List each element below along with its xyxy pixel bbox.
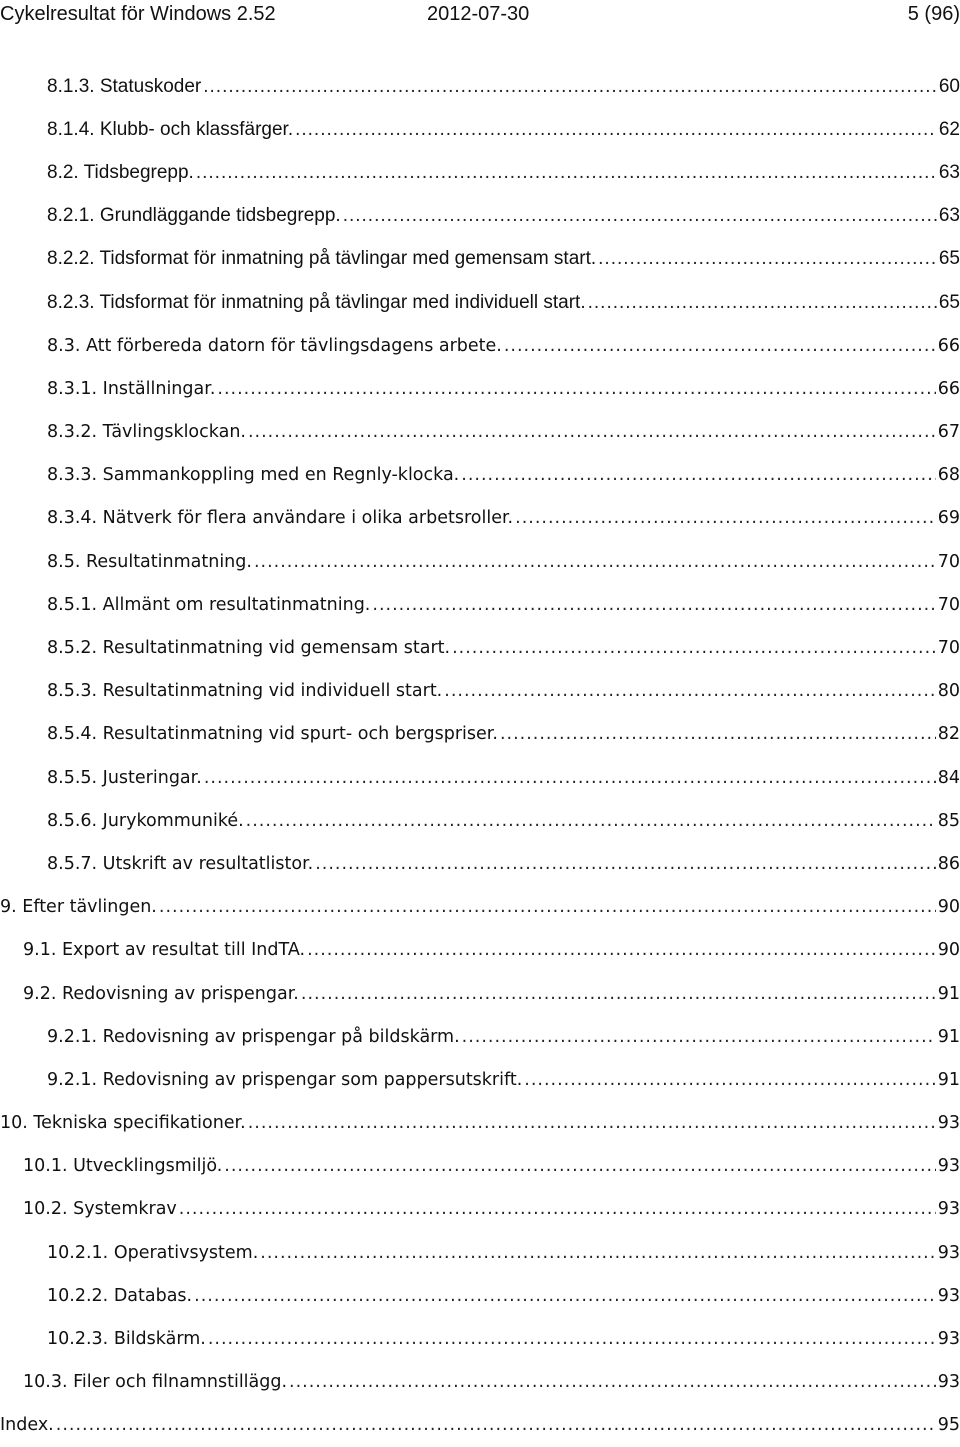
toc-entry[interactable] [0, 1231, 960, 1274]
toc-leader [598, 248, 937, 270]
toc-entry-page: 66 [937, 378, 960, 399]
toc-leader [301, 984, 936, 1004]
toc-entry-number: 8.5. [47, 551, 81, 572]
toc-entry-page: 69 [937, 508, 960, 529]
toc-entry-title: Efter tävlingen. [22, 897, 157, 918]
toc-entry[interactable] [0, 324, 960, 367]
toc-entry-page: 86 [937, 853, 960, 874]
toc-entry-title: Filer och filnamnstillägg. [73, 1372, 288, 1393]
toc-entry-page: 66 [937, 335, 960, 356]
toc-entry-number: 8.3.3. [47, 465, 98, 486]
table-of-contents [0, 65, 960, 1447]
toc-entry-number: 8.5.2. [47, 638, 98, 659]
toc-entry-page: 91 [937, 1026, 960, 1047]
toc-leader [444, 681, 935, 701]
toc-entry-title: Resultatinmatning vid individuell start. [102, 681, 443, 702]
toc-entry-page: 91 [937, 1069, 960, 1090]
toc-entry-title: Databas. [113, 1285, 193, 1306]
toc-entry-title: Tidsformat för inmatning på tävlingar med gemensam start. [99, 248, 597, 270]
toc-leader [248, 1113, 936, 1133]
toc-entry[interactable] [0, 454, 960, 497]
toc-entry[interactable] [0, 929, 960, 972]
toc-entry-number: 8.3.1. [47, 378, 98, 399]
toc-leader [289, 1372, 936, 1392]
toc-entry-number: 8.5.7. [47, 853, 98, 874]
toc-entry[interactable] [0, 1015, 960, 1058]
toc-leader [462, 1027, 936, 1047]
toc-entry-number: 9. [0, 897, 17, 918]
toc-entry[interactable] [0, 411, 960, 454]
toc-entry-title: Tekniska specifikationer. [33, 1113, 246, 1134]
toc-entry[interactable] [0, 583, 960, 626]
toc-entry[interactable] [0, 65, 960, 108]
toc-entry-page: 70 [937, 551, 960, 572]
toc-entry[interactable] [0, 1274, 960, 1317]
toc-entry[interactable] [0, 367, 960, 410]
toc-leader [203, 76, 937, 98]
toc-leader [159, 897, 936, 917]
toc-entry-page: 70 [937, 638, 960, 659]
toc-entry-title: Utvecklingsmiljö. [73, 1156, 223, 1177]
toc-leader [307, 940, 936, 960]
toc-entry-number: 10. [0, 1113, 28, 1134]
toc-leader [372, 595, 935, 615]
toc-entry-page: 63 [938, 205, 960, 227]
toc-entry-page: 95 [937, 1415, 960, 1436]
toc-entry-title: Export av resultat till IndTA. [61, 940, 306, 961]
toc-entry[interactable] [0, 886, 960, 929]
toc-entry[interactable] [0, 281, 960, 324]
toc-entry-page: 93 [937, 1329, 960, 1350]
toc-entry-title: Sammankoppling med en Regnly-klocka. [102, 465, 460, 486]
page-number: 5 (96) [907, 3, 960, 25]
toc-entry-number: 8.5.4. [47, 724, 98, 745]
toc-entry-page: 65 [938, 291, 960, 313]
toc-leader [461, 465, 935, 485]
toc-entry-page: 93 [937, 1242, 960, 1263]
toc-entry-page: 63 [938, 161, 960, 183]
toc-entry-page: 65 [938, 248, 960, 270]
toc-leader [452, 638, 936, 658]
toc-entry-number: 10.2. [23, 1199, 68, 1220]
toc-leader [524, 1070, 935, 1090]
toc-entry-title: Redovisning av prispengar. [61, 983, 299, 1004]
toc-entry[interactable] [0, 1058, 960, 1101]
toc-entry-title: Nätverk för flera användare i olika arbetsroller. [102, 508, 514, 529]
toc-leader [504, 336, 936, 356]
toc-entry-number: 8.2.2. [47, 248, 95, 270]
toc-entry-number: 8.2.1. [47, 205, 95, 227]
toc-entry-page: 82 [937, 724, 960, 745]
toc-entry-title: Grundläggande tidsbegrepp. [99, 205, 341, 227]
toc-leader [254, 552, 936, 572]
toc-entry-page: 80 [937, 681, 960, 702]
toc-entry-number: 8.5.1. [47, 594, 98, 615]
toc-entry[interactable] [0, 670, 960, 713]
toc-entry[interactable] [0, 756, 960, 799]
toc-entry-title: Bildskärm. [113, 1329, 206, 1350]
toc-leader [295, 119, 937, 141]
toc-entry-number: 8.3. [47, 335, 81, 356]
toc-entry-page: 93 [937, 1285, 960, 1306]
toc-entry-title: Systemkrav [73, 1199, 177, 1220]
toc-entry[interactable] [0, 799, 960, 842]
toc-entry[interactable] [0, 1317, 960, 1360]
toc-entry-page: 67 [937, 422, 960, 443]
toc-entry[interactable] [0, 626, 960, 669]
page-header [0, 0, 960, 34]
toc-leader [260, 1243, 935, 1263]
toc-entry-page: 84 [937, 767, 960, 788]
toc-entry-title: Statuskoder [99, 75, 202, 97]
toc-entry-number: 8.3.4. [47, 508, 98, 529]
toc-entry-page: 85 [937, 810, 960, 831]
toc-entry-title: Redovisning av prispengar som pappersutskrift. [102, 1069, 523, 1090]
toc-leader [56, 1415, 936, 1435]
toc-leader [179, 1199, 936, 1219]
toc-entry[interactable] [0, 1102, 960, 1145]
toc-entry-page: 93 [937, 1113, 960, 1134]
toc-entry-number: 8.2.3. [47, 291, 95, 313]
toc-entry[interactable] [0, 151, 960, 194]
toc-leader [500, 724, 936, 744]
toc-entry-number: 8.1.3. [47, 75, 95, 97]
toc-entry-title: Redovisning av prispengar på bildskärm. [102, 1026, 460, 1047]
toc-leader [248, 422, 936, 442]
toc-entry-number: 10.2.3. [47, 1329, 109, 1350]
toc-entry[interactable] [0, 1404, 960, 1447]
toc-leader [204, 768, 936, 788]
toc-entry[interactable] [0, 1188, 960, 1231]
toc-entry-title: Klubb- och klassfärger. [99, 118, 294, 140]
toc-entry-number: 10.2.1. [47, 1242, 109, 1263]
toc-entry-page: 93 [937, 1372, 960, 1393]
toc-entry-number: 9.2. [23, 983, 57, 1004]
toc-entry-number: 10.1. [23, 1156, 68, 1177]
toc-entry-number: 9.2.1. [47, 1069, 98, 1090]
toc-entry[interactable] [0, 1145, 960, 1188]
toc-leader [224, 1156, 935, 1176]
toc-entry[interactable] [0, 1361, 960, 1404]
toc-entry-title: Utskrift av resultatlistor. [102, 853, 314, 874]
toc-entry-number: 8.2. [47, 161, 79, 183]
toc-entry-title: Jurykommuniké. [102, 810, 244, 831]
toc-entry-page: 60 [938, 75, 960, 97]
toc-entry-page: 90 [937, 940, 960, 961]
document-date: 2012-07-30 [427, 3, 530, 25]
toc-entry-title: Tävlingsklockan. [102, 422, 246, 443]
toc-entry-number: 8.3.2. [47, 422, 98, 443]
toc-entry-title: Resultatinmatning vid gemensam start. [102, 638, 451, 659]
toc-leader [217, 379, 935, 399]
toc-entry-number: 10.3. [23, 1372, 68, 1393]
toc-entry-number: 8.5.6. [47, 810, 98, 831]
toc-entry-page: 70 [937, 594, 960, 615]
document-title: Cykelresultat för Windows 2.52 [0, 3, 276, 25]
toc-entry-title: Justeringar. [102, 767, 202, 788]
toc-entry-page: 93 [937, 1199, 960, 1220]
toc-entry-title: Index. [0, 1415, 54, 1436]
toc-leader [246, 811, 936, 831]
toc-entry[interactable] [0, 497, 960, 540]
toc-entry[interactable] [0, 713, 960, 756]
toc-leader [588, 292, 937, 314]
toc-entry-number: 10.2.2. [47, 1285, 109, 1306]
toc-leader [315, 854, 935, 874]
toc-entry[interactable] [0, 108, 960, 151]
toc-entry[interactable] [0, 972, 960, 1015]
toc-entry-number: 9.1. [23, 940, 57, 961]
toc-entry-number: 8.5.3. [47, 681, 98, 702]
toc-leader [208, 1329, 936, 1349]
toc-entry-page: 62 [938, 118, 960, 140]
toc-leader [196, 162, 937, 184]
toc-entry-page: 91 [937, 983, 960, 1004]
toc-entry-title: Tidsbegrepp. [83, 161, 194, 183]
toc-entry-title: Resultatinmatning. [85, 551, 252, 572]
toc-entry[interactable] [0, 195, 960, 238]
toc-entry-number: 8.5.5. [47, 767, 98, 788]
toc-entry-page: 93 [937, 1156, 960, 1177]
toc-entry[interactable] [0, 842, 960, 885]
toc-entry-page: 90 [937, 897, 960, 918]
toc-entry-title: Tidsformat för inmatning på tävlingar med individuell start. [99, 291, 586, 313]
toc-leader [194, 1286, 936, 1306]
toc-entry-title: Allmänt om resultatinmatning. [102, 594, 371, 615]
toc-entry-title: Inställningar. [102, 378, 216, 399]
toc-entry-title: Att förbereda datorn för tävlingsdagens arbete. [85, 335, 502, 356]
toc-entry-page: 68 [937, 465, 960, 486]
toc-leader [515, 508, 936, 528]
toc-entry[interactable] [0, 238, 960, 281]
toc-entry-number: 8.1.4. [47, 118, 95, 140]
toc-entry-title: Resultatinmatning vid spurt- och bergspriser. [102, 724, 498, 745]
toc-entry-title: Operativsystem. [113, 1242, 259, 1263]
toc-leader [343, 205, 937, 227]
toc-entry-number: 9.2.1. [47, 1026, 98, 1047]
toc-entry[interactable] [0, 540, 960, 583]
